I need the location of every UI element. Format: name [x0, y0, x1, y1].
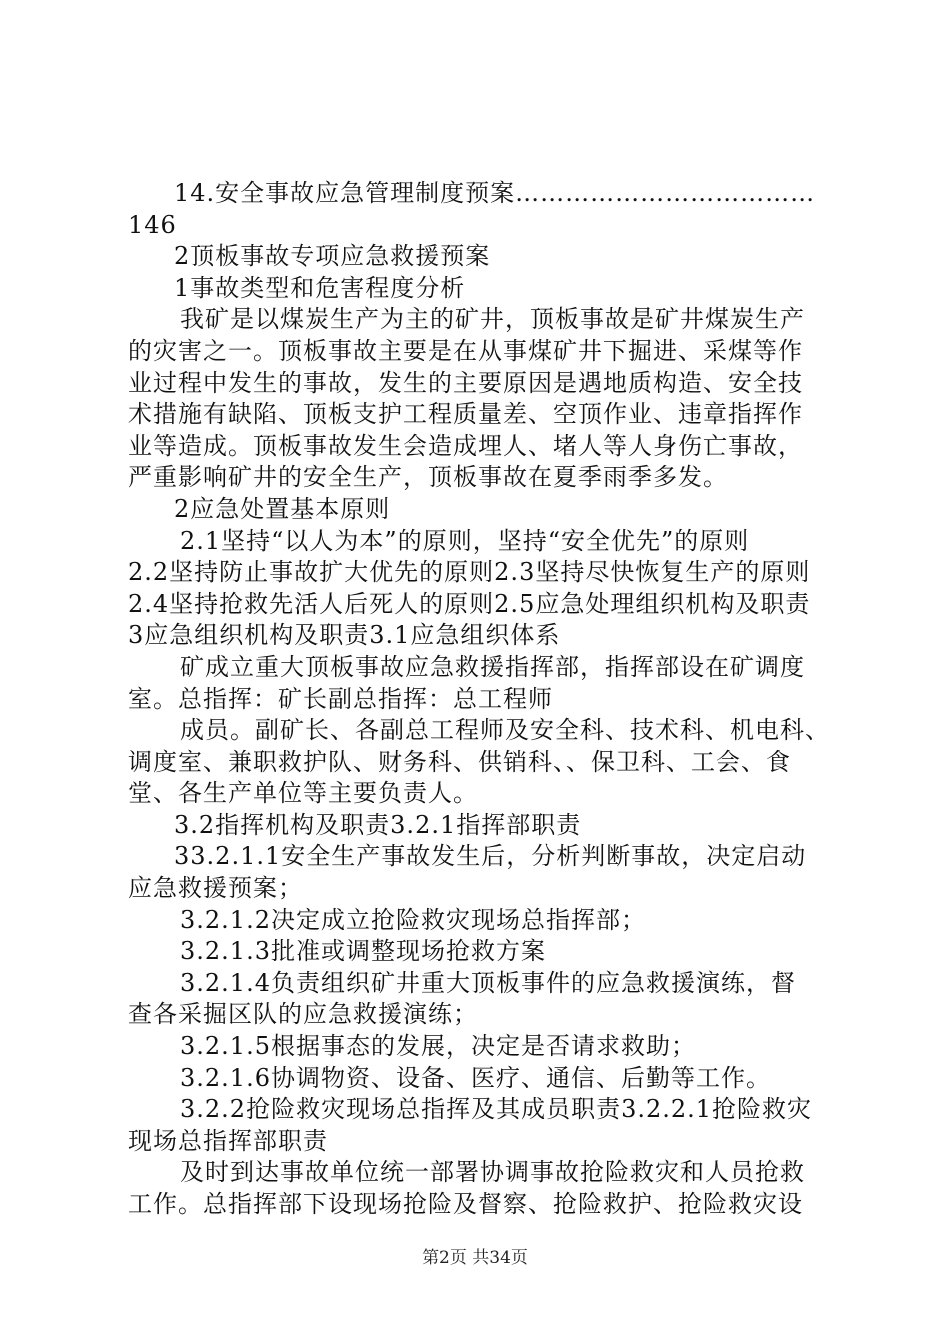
text-line: 1事故类型和危害程度分析 — [174, 273, 466, 302]
text-line: 现场总指挥部职责 — [128, 1126, 328, 1155]
text-line: 业过程中发生的事故，发生的主要原因是遇地质构造、安全技 — [128, 368, 803, 397]
text-line: 2.2坚持防止事故扩大优先的原则2.3坚持尽快恢复生产的原则 — [128, 558, 811, 587]
text-line: 术措施有缺陷、顶板支护工程质量差、空顶作业、违章指挥作 — [128, 400, 803, 429]
text-line: 3.2.1.2决定成立抢险救灾现场总指挥部； — [180, 905, 646, 934]
document-body — [128, 178, 840, 1221]
text-line: 3.2.1.4负责组织矿井重大顶板事件的应急救援演练，督 — [180, 968, 796, 997]
text-line: 3.2.1.6协调物资、设备、医疗、通信、后勤等工作。 — [180, 1063, 771, 1092]
text-line: 3应急组织机构及职责3.1应急组织体系 — [128, 621, 561, 650]
text-line: 查各采掘区队的应急救援演练； — [128, 1000, 478, 1029]
text-line: 3.2.1.5根据事态的发展，决定是否请求救助； — [180, 1032, 696, 1061]
text-line: 室。总指挥：矿长副总指挥：总工程师 — [128, 684, 553, 713]
text-line: 严重影响矿井的安全生产，顶板事故在夏季雨季多发。 — [128, 463, 728, 492]
text-line: 堂、各生产单位等主要负责人。 — [128, 779, 478, 808]
text-line: 及时到达事故单位统一部署协调事故抢险救灾和人员抢救 — [180, 1158, 805, 1187]
text-line: 14.安全事故应急管理制度预案……………………………… — [174, 179, 816, 207]
text-line: 应急救援预案； — [128, 874, 303, 903]
text-line: 2顶板事故专项应急救援预案 — [174, 242, 491, 271]
text-line: 工作。总指挥部下设现场抢险及督察、抢险救护、抢险救灾设 — [128, 1190, 803, 1218]
text-line: 3.2.2抢险救灾现场总指挥及其成员职责3.2.2.1抢险救灾 — [180, 1095, 813, 1124]
text-line: 2.4坚持抢救先活人后死人的原则2.5应急处理组织机构及职责 — [128, 589, 811, 618]
text-line: 调度室、兼职救护队、财务科、供销科、、保卫科、工会、食 — [128, 747, 791, 776]
text-line: 3.2指挥机构及职责3.2.1指挥部职责 — [174, 810, 582, 839]
text-line: 矿成立重大顶板事故应急救援指挥部，指挥部设在矿调度 — [180, 652, 805, 681]
page-footer: 第2页 共34页 — [422, 1248, 528, 1268]
text-line: 业等造成。顶板事故发生会造成埋人、堵人等人身伤亡事故， — [128, 431, 803, 460]
text-line: 成员。副矿长、各副总工程师及安全科、技术科、机电科、 — [180, 716, 830, 745]
text-line: 146 — [128, 210, 177, 239]
text-line: 的灾害之一。顶板事故主要是在从事煤矿井下掘进、采煤等作 — [128, 336, 803, 365]
text-line: 我矿是以煤炭生产为主的矿井，顶板事故是矿井煤炭生产 — [180, 305, 805, 334]
text-line: 3.2.1.3批准或调整现场抢救方案 — [180, 937, 546, 966]
text-line: 2应急处置基本原则 — [174, 494, 391, 523]
text-line: 2.1坚持“以人为本”的原则，坚持“安全优先”的原则 — [180, 526, 750, 555]
text-line: 33.2.1.1安全生产事故发生后，分析判断事故，决定启动 — [174, 842, 807, 871]
